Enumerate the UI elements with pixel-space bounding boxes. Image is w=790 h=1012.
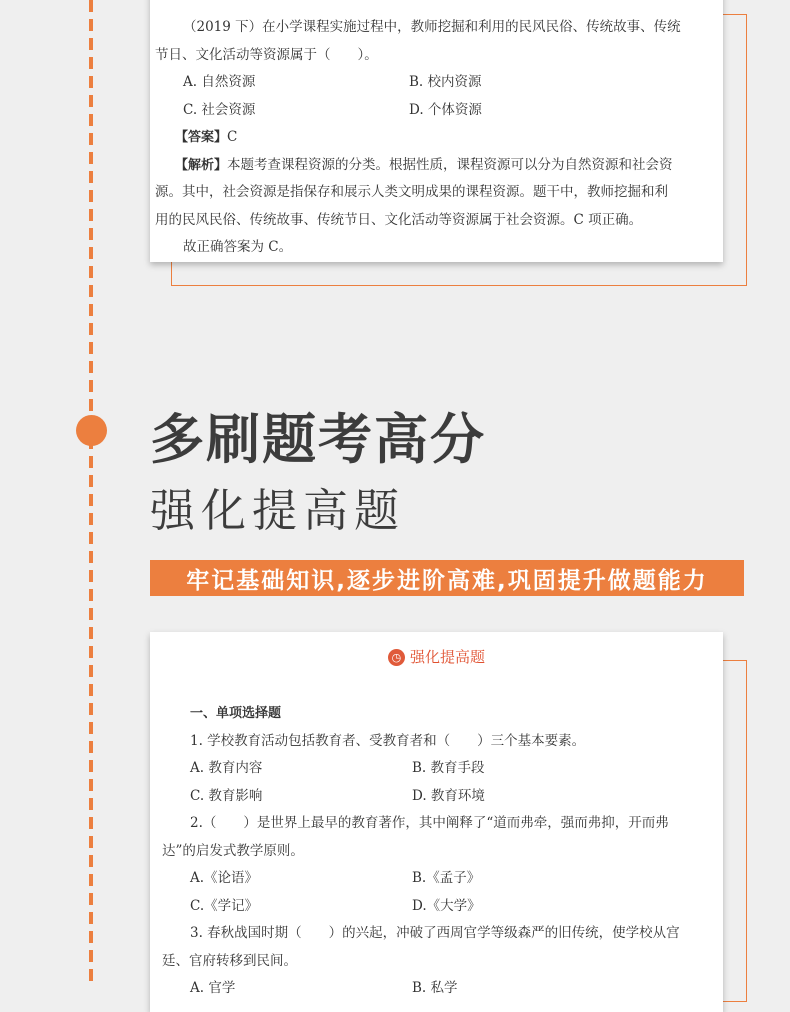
option-b: B.《孟子》 [412,870,481,886]
option-row [155,97,715,125]
section-heading: 一、单项选择题 [190,706,282,721]
option-a: A.《论语》 [190,870,259,886]
option-row [155,69,715,97]
answer-label: 【答案】 [175,130,228,145]
option-b: B. 教育手段 [412,760,485,776]
option-row [162,865,710,893]
analysis-label: 【解析】 [175,157,228,173]
option-row [162,893,710,921]
option-c: C. 教育影响 [190,787,263,804]
option-c: C.《学记》 [190,897,259,914]
answer-value: C [227,129,238,145]
analysis-line [155,152,715,180]
question-text: 1. 学校教育活动包括教育者、受教育者和（ ）三个基本要素。 [190,732,586,749]
conclusion-text: 故正确答案为 C。 [183,239,293,255]
option-row [162,975,710,1003]
question-text: 3. 春秋战国时期（ ）的兴起，冲破了西周官学等级森严的旧传统，使学校从宫 [190,925,680,941]
timeline-dot [76,415,107,446]
past-exam-card [150,0,723,262]
clock-icon: ◷ [388,649,405,666]
option-row [162,755,710,783]
option-a: A. 官学 [190,980,236,996]
question-text: 节日、文化活动等资源属于（ ）。 [155,46,378,63]
option-d: D. 个体资源 [409,101,482,118]
question-text: 达”的启发式教学原则。 [162,842,304,859]
option-a: A. 自然资源 [183,74,256,90]
practice-card-title [150,644,723,672]
question-text: 2.（ ）是世界上最早的教育著作，其中阐释了“道而弗牵，强而弗抑，开而弗 [190,815,669,831]
answer-line [155,124,715,152]
question-text: （2019 下）在小学课程实施过程中，教师挖掘和利用的民风民俗、传统故事、传统 [183,19,681,35]
section-main-title: 多刷题考高分 [150,408,486,471]
analysis-text: 源。其中，社会资源是指保存和展示人类文明成果的课程资源。题干中，教师挖掘和利 [155,184,668,200]
option-row [162,783,710,811]
section-sub-title: 强化提高题 [150,484,406,537]
option-a: A. 教育内容 [190,760,263,776]
question-text: 廷、官府转移到民间。 [162,952,297,969]
practice-card [150,632,723,1012]
option-c: C. 社会资源 [183,101,256,118]
practice-card-title-label: 强化提高题 [409,648,485,666]
option-b: B. 私学 [412,980,458,996]
analysis-text: 用的民风民俗、传统故事、传统节日、文化活动等资源属于社会资源。C 项正确。 [155,211,643,228]
timeline-dashed-line [89,0,93,985]
section-banner: 牢记基础知识,逐步进阶高难,巩固提升做题能力 [150,560,744,596]
option-b: B. 校内资源 [409,74,482,90]
analysis-text: 本题考查课程资源的分类。根据性质，课程资源可以分为自然资源和社会资 [227,156,673,173]
option-d: D.《大学》 [412,897,481,914]
option-d: D. 教育环境 [412,787,485,804]
